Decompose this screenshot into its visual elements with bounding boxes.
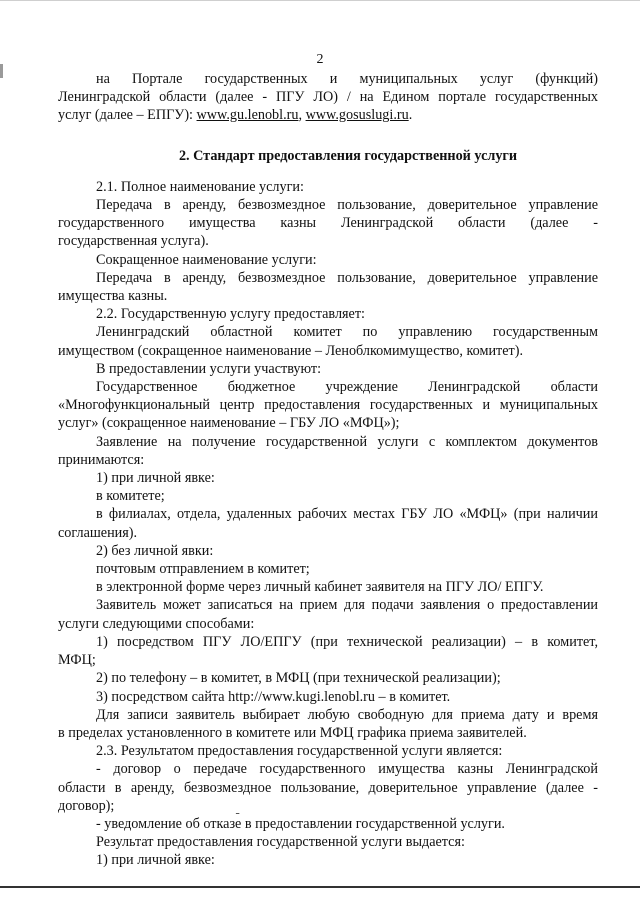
no-visit: 2) без личной явки:: [96, 542, 214, 559]
in-committee: в комитете;: [96, 488, 165, 505]
way-1-b: МФЦ;: [58, 652, 96, 669]
branches-a: в филиалах, отдела, удаленных рабочих местах ГБУ ЛО «МФЦ» (при наличии: [96, 506, 598, 523]
scan-top-edge: [0, 0, 640, 1]
page-number: 2: [316, 52, 324, 67]
s22-title: 2.2. Государственную услугу предоставляет:: [96, 306, 365, 323]
s22-a: Ленинградский областной комитет по управлению государственным: [96, 324, 598, 341]
link-gosuslugi[interactable]: www.gosuslugi.ru: [305, 107, 409, 124]
s21-full-c: государственная услуга).: [58, 233, 209, 250]
participants-c: услуг» (сокращенное наименование – ГБУ ЛО «МФЦ»);: [58, 415, 400, 432]
way-3: 3) посредством сайта http://www.kugi.lenobl.ru – в комитет.: [96, 688, 451, 705]
way-1-a: 1) посредством ПГУ ЛО/ЕПГУ (при технической реализации) – в комитет,: [96, 633, 598, 650]
choose-b: в пределах установленного в комитете или МФЦ графика приема заявителей.: [58, 724, 527, 741]
intro-line-2: Ленинградской области (далее - ПГУ ЛО) / на Едином портале государственных: [58, 89, 598, 106]
intro-line-1: на Портале государственных и муниципальных услуг (функций): [96, 71, 598, 87]
electronic: в электронной форме через личный кабинет заявителя на ПГУ ЛО/ ЕПГУ.: [96, 579, 544, 596]
intro-line-3: [58, 106, 598, 124]
way-2: 2) по телефону – в комитет, в МФЦ (при технической реализации);: [96, 670, 501, 687]
intro-line-3-suffix: .: [408, 107, 413, 124]
branches-b: соглашения).: [58, 524, 138, 541]
short-a: Передача в аренду, безвозмездное пользование, доверительное управление: [96, 269, 598, 286]
link-gu-lenobl[interactable]: www.gu.lenobl.ru: [196, 107, 299, 124]
result-1-b: области в аренду, безвозмездное пользование, доверительное управление (далее -: [58, 779, 598, 796]
application-a: Заявление на получение государственной услуги с комплектом документов: [96, 433, 598, 450]
application-b: принимаются:: [58, 451, 145, 468]
s22-b: имуществом (сокращенное наименование – Леноблкомимущество, комитет).: [58, 342, 524, 359]
by-mail: почтовым отправлением в комитет;: [96, 561, 310, 578]
link-separator: ,: [298, 107, 306, 124]
choose-a: Для записи заявитель выбирает любую свободную для приема дату и время: [96, 706, 598, 723]
intro-line-3-prefix: услуг (далее – ЕПГУ):: [58, 107, 197, 124]
participants-b: «Многофункциональный центр предоставления государственных и муниципальных: [58, 397, 598, 414]
participants-a: Государственное бюджетное учреждение Ленинградской области: [96, 379, 598, 396]
participants-title: В предоставлении услуги участвуют:: [96, 360, 322, 377]
short-title: Сокращенное наименование услуги:: [96, 251, 317, 268]
issued-title: Результат предоставления государственной услуги выдается:: [96, 834, 465, 851]
document-body: [58, 70, 598, 870]
s21-full-b: государственного имущества казны Ленинградской области (далее -: [58, 215, 598, 232]
stray-scan-mark: ـ: [236, 805, 240, 817]
s21-full-a: Передача в аренду, безвозмездное пользование, доверительное управление: [96, 197, 598, 214]
short-b: имущества казны.: [58, 288, 168, 305]
section-heading: 2. Стандарт предоставления государственной услуги: [178, 147, 518, 164]
result-1-c: договор);: [58, 797, 115, 814]
s21-title: 2.1. Полное наименование услуги:: [96, 178, 304, 195]
appointment-a: Заявитель может записаться на прием для подачи заявления о предоставлении: [96, 597, 598, 614]
s23-title: 2.3. Результатом предоставления государственной услуги является:: [96, 743, 503, 760]
in-person: 1) при личной явке:: [96, 470, 215, 487]
in-person-2: 1) при личной явке:: [96, 852, 215, 869]
result-1-a: - договор о передаче государственного имущества казны Ленинградской: [96, 761, 598, 778]
appointment-b: услуги следующими способами:: [58, 615, 255, 632]
result-2: - уведомление об отказе в предоставлении государственной услуги.: [96, 815, 505, 832]
scan-bottom-edge: [0, 886, 640, 888]
